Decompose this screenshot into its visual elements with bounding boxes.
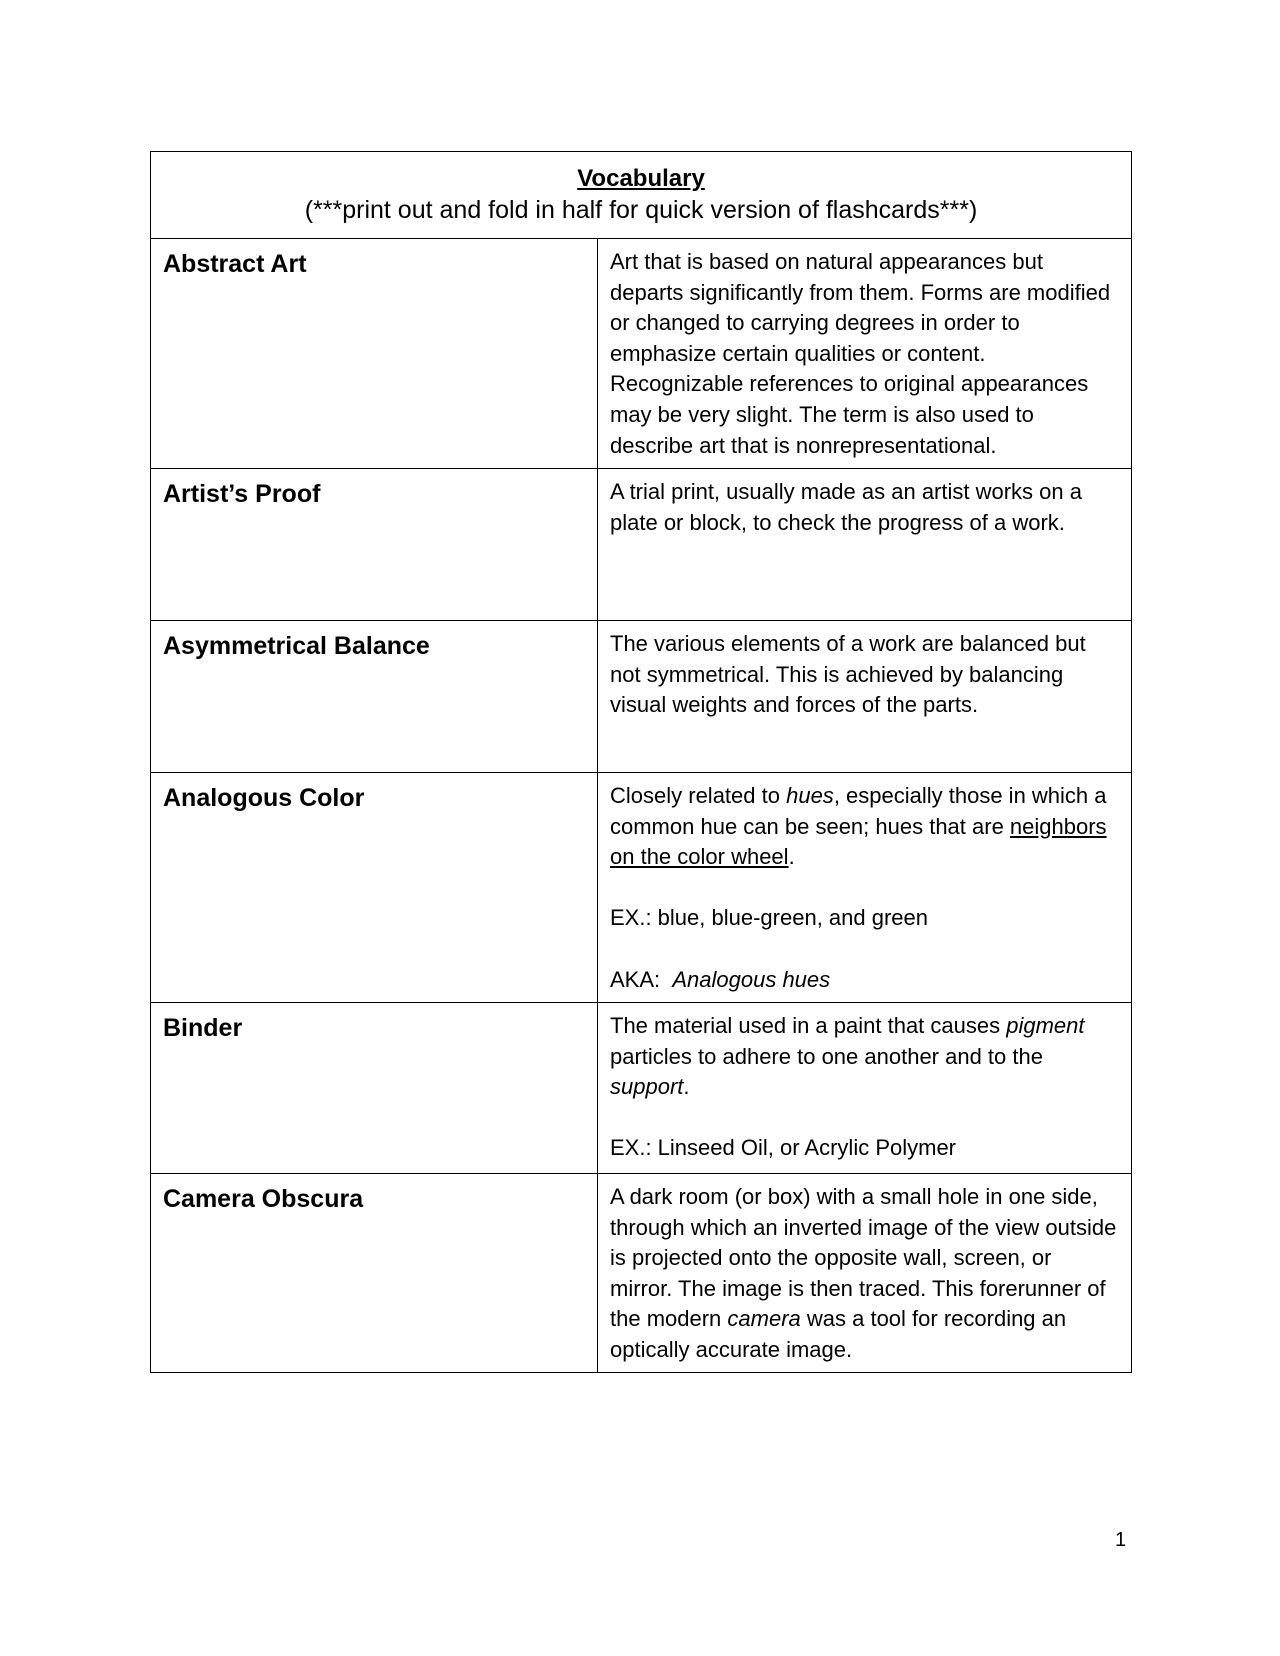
- definition-term-pigment: pigment: [1006, 1013, 1085, 1038]
- definition-cell: [598, 773, 1132, 1003]
- aka-label: AKA:: [610, 966, 673, 992]
- definition-fragment: .: [683, 1074, 690, 1100]
- table-row: [151, 621, 1132, 773]
- definition-fragment: , especially those in which a common hue can be seen; hues that are: [610, 783, 1107, 839]
- example-text: EX.: Linseed Oil, or Acrylic Polymer: [610, 1135, 957, 1161]
- term-cell: Abstract Art: [151, 239, 598, 469]
- page-title: Vocabulary: [577, 165, 705, 192]
- table-row: [151, 773, 1132, 1003]
- definition-text: [610, 1182, 1119, 1366]
- definition-fragment: The material used in a paint that causes: [610, 1013, 1007, 1038]
- term-cell: Asymmetrical Balance: [151, 621, 598, 773]
- table-header-row: [151, 152, 1132, 239]
- term-cell: Analogous Color: [151, 773, 598, 1003]
- definition-text: [610, 781, 1119, 873]
- table-header-cell: [151, 152, 1132, 239]
- definition-term-support: support: [610, 1074, 684, 1100]
- page-number: 1: [1115, 1529, 1127, 1551]
- table-row: [151, 239, 1132, 469]
- term-cell: Artist’s Proof: [151, 469, 598, 621]
- table-row: [151, 1174, 1132, 1373]
- definition-cell: [598, 1174, 1132, 1373]
- table-row: [151, 469, 1132, 621]
- definition-term-hues: hues: [786, 783, 834, 808]
- aka-value: Analogous hues: [672, 966, 831, 992]
- definition-cell: [598, 621, 1132, 773]
- definition-fragment: particles to adhere to one another and to the: [610, 1043, 1043, 1069]
- definition-text: Art that is based on natural appearances but departs significantly from them. Forms are modified or changed to carrying degrees in order to emphasize certain qualities or content. Recognizable references to original appearances may be very slight. The term is also used to describe art that is nonrepresentational.: [610, 249, 1111, 458]
- definition-text: A trial print, usually made as an artist works on a plate or block, to check the progress of a work.: [610, 479, 1082, 535]
- aka-text: [610, 965, 1119, 996]
- page-subtitle: (***print out and fold in half for quick version of flashcards***): [304, 196, 978, 224]
- table-row: [151, 1003, 1132, 1174]
- definition-fragment: A dark room (or box) with a small hole in one side, through which an inverted image of the view outside is projected onto the opposite wall, screen, or mirror. The image is then traced. This forerunner of the modern: [610, 1184, 1117, 1332]
- definition-cell: [598, 1003, 1132, 1174]
- term-cell: Binder: [151, 1003, 598, 1174]
- definition-cell: [598, 239, 1132, 469]
- definition-fragment: Closely related to: [610, 783, 787, 808]
- definition-underlined-phrase: neighbors on the color wheel: [610, 813, 1107, 870]
- example-text: EX.: blue, blue-green, and green: [610, 905, 929, 931]
- definition-text: [610, 1011, 1119, 1103]
- definition-text: The various elements of a work are balanced but not symmetrical. This is achieved by balancing visual weights and forces of the parts.: [610, 631, 1086, 718]
- definition-term-camera: camera: [727, 1306, 801, 1332]
- definition-cell: [598, 469, 1132, 621]
- definition-fragment: was a tool for recording an optically accurate image.: [610, 1306, 1067, 1362]
- definition-fragment: .: [788, 844, 795, 870]
- vocabulary-table: [150, 151, 1132, 1373]
- term-cell: Camera Obscura: [151, 1174, 598, 1373]
